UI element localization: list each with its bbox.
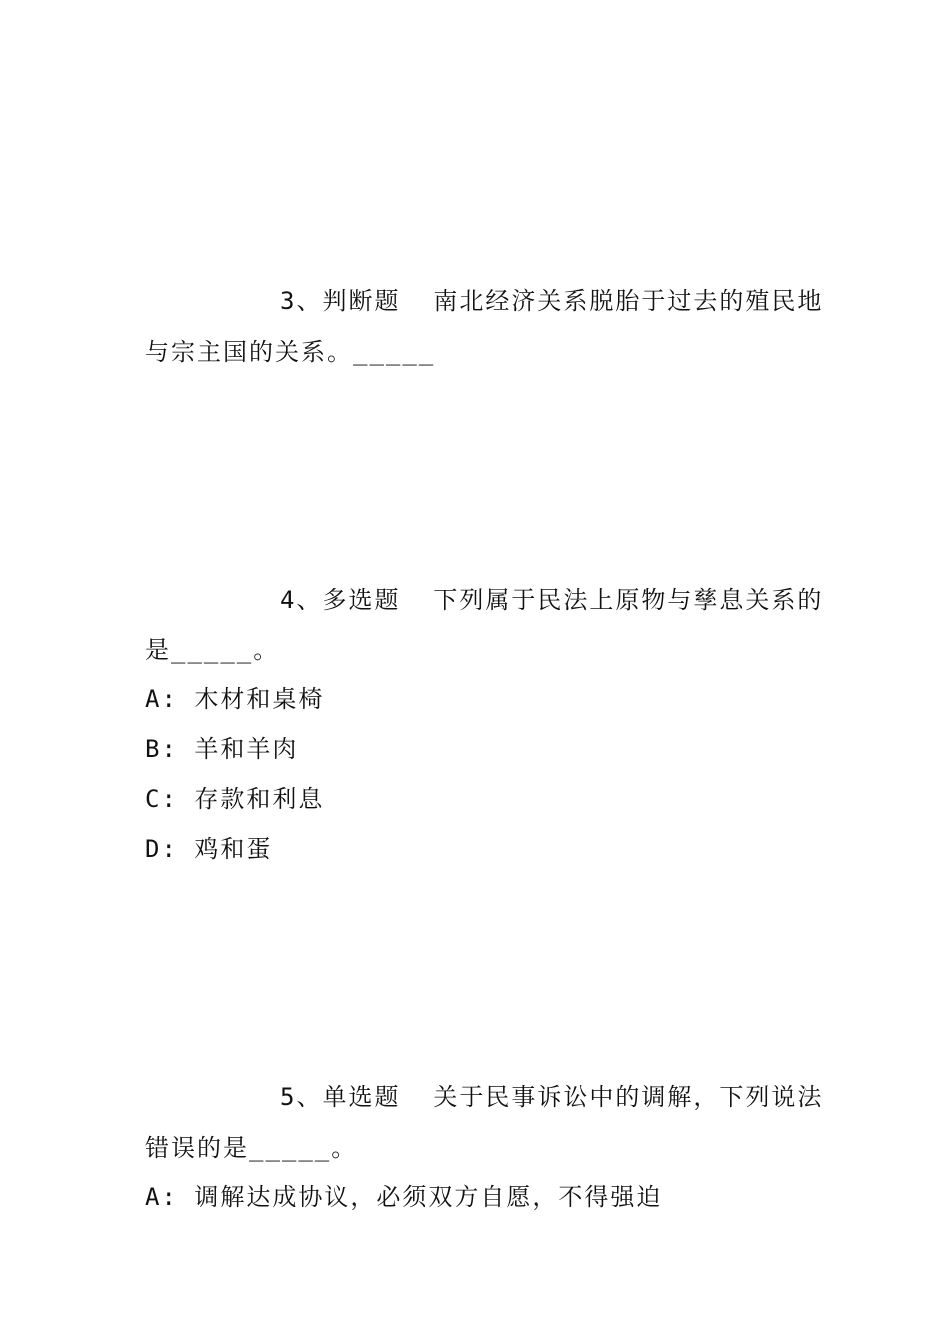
question-4-continuation: 是_____。 (145, 636, 280, 664)
question-4-option-a: A: 木材和桌椅 (145, 685, 325, 713)
question-3-heading: 3、判断题 南北经济关系脱胎于过去的殖民地 (280, 287, 824, 315)
question-4-option-c: C: 存款和利息 (145, 785, 325, 813)
question-4-option-d: D: 鸡和蛋 (145, 835, 273, 863)
question-5-option-a: A: 调解达成协议，必须双方自愿，不得强迫 (145, 1183, 663, 1211)
question-5-continuation: 错误的是_____。 (145, 1134, 358, 1162)
question-4-option-b: B: 羊和羊肉 (145, 735, 299, 763)
question-4-heading: 4、多选题 下列属于民法上原物与孳息关系的 (280, 586, 824, 614)
question-5-heading: 5、单选题 关于民事诉讼中的调解，下列说法 (280, 1083, 824, 1111)
question-3-continuation: 与宗主国的关系。_____ (145, 338, 436, 366)
